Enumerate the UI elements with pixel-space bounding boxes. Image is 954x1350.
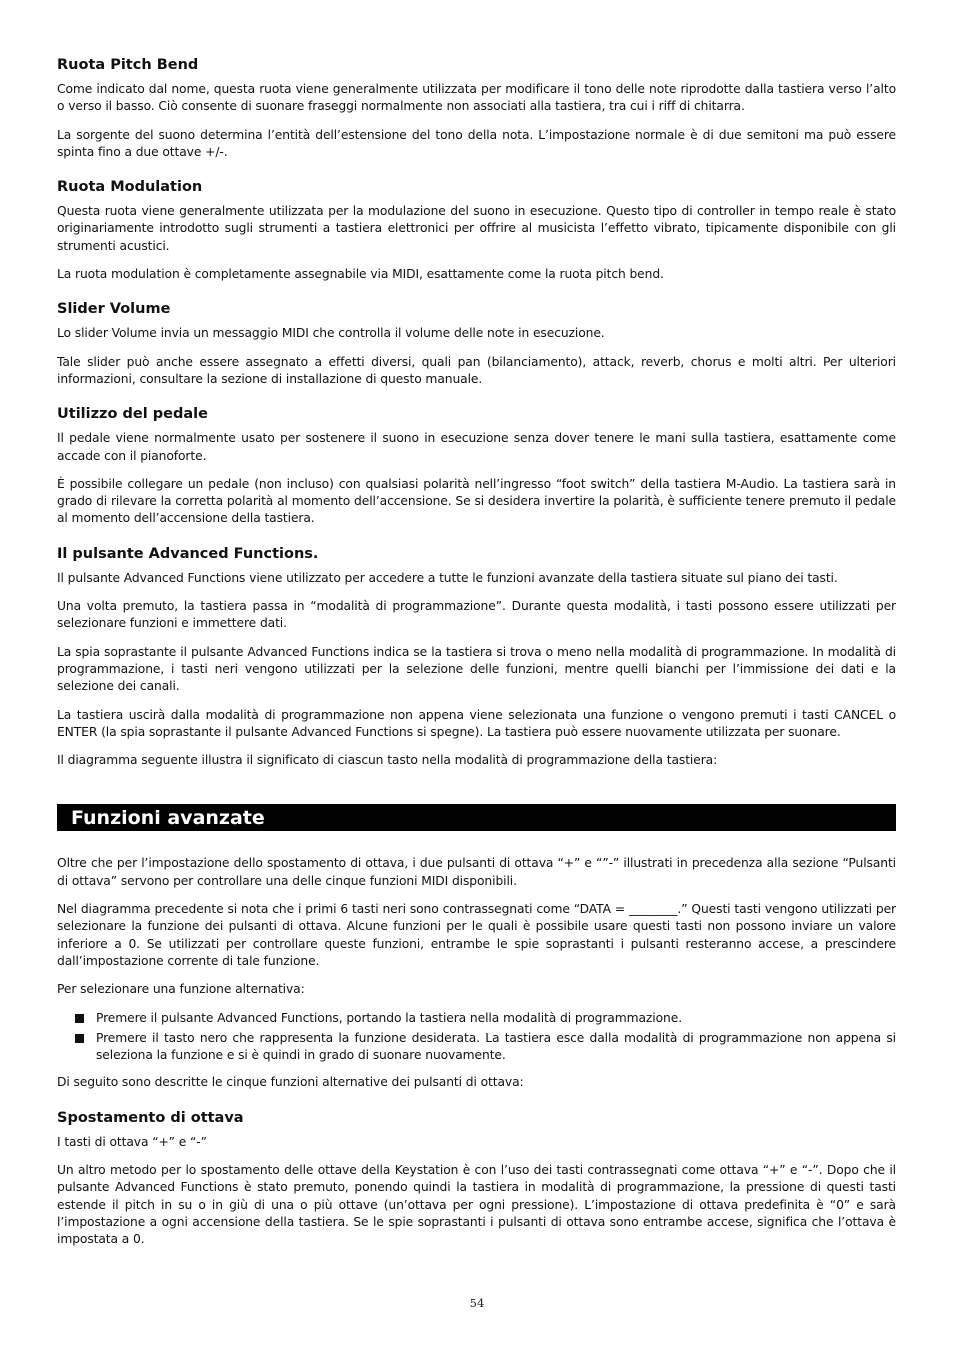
paragraph: È possibile collegare un pedale (non incluso) con qualsiasi polarità nell’ingresso “foot switch” della tastiera M-Audio. La tastiera sarà in grado di rilevare la corretta polarità al momento dell’accensione. Se si desidera invertire la polarità, è sufficiente tenere premuto il pedale al momento dell’accensione della tastiera.: [57, 476, 896, 526]
paragraph: Oltre che per l’impostazione dello spostamento di ottava, i due pulsanti di ottava “+” e “”-” illustrati in precedenza alla sezione “Pulsanti di ottava” servono per controllare una delle cinque funzioni MIDI disponibili.: [57, 856, 896, 888]
section-heading: Il pulsante Advanced Functions.: [57, 545, 319, 562]
section-heading: Utilizzo del pedale: [57, 406, 208, 423]
paragraph: Tale slider può anche essere assegnato a effetti diversi, quali pan (bilanciamento), attack, reverb, chorus e molti altri. Per ulteriori informazioni, consultare la sezione di installazione di questo manuale.: [57, 354, 896, 386]
paragraph: Un altro metodo per lo spostamento delle ottave della Keystation è con l’uso dei tasti contrassegnati come ottava “+” e “-”. Dopo che il pulsante Advanced Functions è stato premuto, ponendo quindi la tastiera in modalità di programmazione, la pressione di questi tasti estende il pitch in su o in giù di una o più ottave (un’ottava per ogni pressione). L’impostazione di ottava predefinita è “0” e sarà l’impostazione a ogni accensione della tastiera. Se le spie soprastanti i pulsanti di ottava sono entrambe accese, significa che l’ottava è impostata a 0.: [57, 1162, 896, 1247]
list-item: [57, 1010, 896, 1027]
section-pitch-bend: [57, 56, 896, 161]
paragraph: Lo slider Volume invia un messaggio MIDI che controlla il volume delle note in esecuzione.: [57, 326, 605, 341]
bullet-list: [57, 1010, 896, 1065]
document-page: [57, 56, 896, 1259]
paragraph: Nel diagramma precedente si nota che i primi 6 tasti neri sono contrassegnati come “DATA = ________.” Questi tasti vengono utilizzati per selezionare la funzione dei pulsanti di ottava. Alcune funzioni per le quali è possibile usare questi tasti non possono inviare un valore inferiore a 0. Se utilizzati per controllare queste funzioni, entrambe le spie soprastanti i pulsanti resteranno accese, a prescindere dall’impostazione corrente di tale funzione.: [57, 902, 896, 968]
paragraph: Per selezionare una funzione alternativa:: [57, 982, 305, 997]
bullet-square-icon: [75, 1014, 84, 1023]
list-item-text: Premere il tasto nero che rappresenta la funzione desiderata. La tastiera esce dalla modalità di programmazione non appena si seleziona la funzione e si è quindi in grado di suonare nuovamente.: [96, 1030, 896, 1063]
section-heading: Slider Volume: [57, 301, 171, 318]
list-item-text: Premere il pulsante Advanced Functions, portando la tastiera nella modalità di programmazione.: [96, 1010, 682, 1025]
page-number: 54: [469, 1296, 485, 1310]
section-octave-shift: [57, 1109, 896, 1249]
section-advanced-button: [57, 545, 896, 770]
paragraph: Il diagramma seguente illustra il significato di ciascun tasto nella modalità di programmazione della tastiera:: [57, 753, 718, 768]
list-item: [57, 1030, 896, 1065]
section-heading: Spostamento di ottava: [57, 1109, 244, 1126]
paragraph: Una volta premuto, la tastiera passa in “modalità di programmazione”. Durante questa modalità, i tasti possono essere utilizzati per selezionare funzioni e immettere dati.: [57, 599, 896, 631]
bullet-square-icon: [75, 1034, 84, 1043]
section-slider-volume: [57, 300, 896, 388]
paragraph: La spia soprastante il pulsante Advanced Functions indica se la tastiera si trova o meno nella modalità di programmazione. In modalità di programmazione, i tasti neri vengono utilizzati per la selezione delle funzioni, mentre quelli bianchi per l’immissione dei dati e la selezione dei canali.: [57, 644, 896, 694]
paragraph: Questa ruota viene generalmente utilizzata per la modulazione del suono in esecuzione. Questo tipo di controller in tempo reale è stato originariamente introdotto sugli strumenti a tastiera elettronici per offrire al musicista l’effetto vibrato, tipicamente disponibile con gli strumenti acustici.: [57, 204, 896, 253]
section-heading: Ruota Pitch Bend: [57, 57, 199, 73]
section-heading: Ruota Modulation: [57, 179, 203, 196]
chapter-banner: Funzioni avanzate: [57, 804, 896, 831]
paragraph: La ruota modulation è completamente assegnabile via MIDI, esattamente come la ruota pitch bend.: [57, 267, 664, 282]
subheading: I tasti di ottava “+” e “-”: [57, 1134, 207, 1149]
section-pedal: [57, 405, 896, 527]
paragraph: La tastiera uscirà dalla modalità di programmazione non appena viene selezionata una funzione o vengono premuti i tasti CANCEL o ENTER (la spia soprastante il pulsante Advanced Functions si spegne). La tastiera può essere nuovamente utilizzata per suonare.: [57, 707, 896, 739]
paragraph: La sorgente del suono determina l’entità dell’estensione del tono della nota. L’impostazione normale è di due semitoni ma può essere spinta fino a due ottave +/-.: [57, 127, 896, 159]
section-modulation: [57, 178, 896, 283]
paragraph: Il pedale viene normalmente usato per sostenere il suono in esecuzione senza dover tenere le mani sulla tastiera, esattamente come accade con il pianoforte.: [57, 431, 896, 463]
paragraph: Come indicato dal nome, questa ruota viene generalmente utilizzata per modificare il tono delle note riprodotte dalla tastiera verso l’alto o verso il basso. Ciò consente di suonare fraseggi normalmente non associati alla tastiera, tra cui i riff di chitarra.: [57, 82, 896, 114]
paragraph: Il pulsante Advanced Functions viene utilizzato per accedere a tutte le funzioni avanzate della tastiera situate sul piano dei tasti.: [57, 570, 838, 585]
section-advanced-functions: [57, 855, 896, 1091]
paragraph: Di seguito sono descritte le cinque funzioni alternative dei pulsanti di ottava:: [57, 1075, 524, 1090]
